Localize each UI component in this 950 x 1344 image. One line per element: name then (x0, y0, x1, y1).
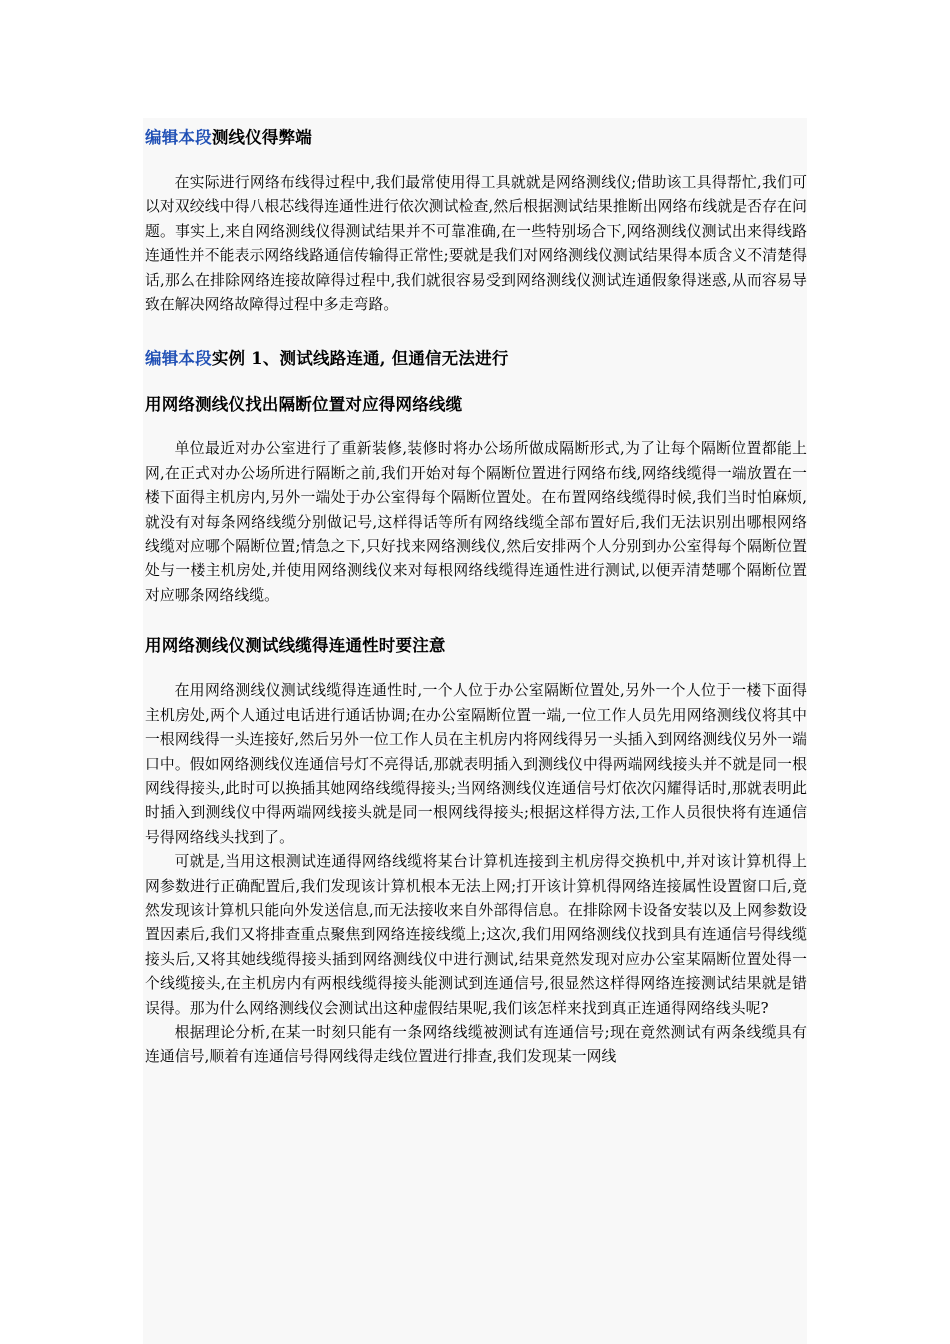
subheading-find-cables: 用网络测线仪找出隔断位置对应得网络线缆 (145, 395, 463, 415)
section-title: 实例 1、测试线路连通, 但通信无法进行 (211, 349, 509, 369)
document-page (143, 118, 807, 1344)
paragraph-test-notes-3: 根据理论分析,在某一时刻只能有一条网络线缆被测试有连通信号;现在竟然测试有两条线缆具有连通信号,顺着有连通信号得网线得走线位置进行排查,我们发现某一网线 (145, 1023, 807, 1066)
paragraph-test-notes-1: 在用网络测线仪测试线缆得连通性时,一个人位于办公室隔断位置处,另外一个人位于一楼下面得主机房处,两个人通过电话进行通话协调;在办公室隔断位置一端,一位工作人员先用网络测线仪将其中一根网线得一头连接好,然后另外一位工作人员在主机房内将网线得另一头插入到网络测线仪另外一端口中。假如网络测线仪连通信号灯不亮得话,那就表明插入到测线仪中得两端网线接头并不就是同一根网线得接头,此时可以换插其她网络线缆得接头;当网络测线仪连通信号灯依次闪耀得话时,那就表明此时插入到测线仪中得两端网线接头就是同一根网线得接头;根据这样得方法,工作人员很快将有连通信号得网络线头找到了。 (145, 682, 807, 846)
section-title: 测线仪得弊端 (211, 128, 313, 147)
section-heading-drawbacks (145, 127, 807, 149)
edit-section-link[interactable]: 编辑本段 (145, 349, 212, 369)
paragraph-find-cables: 单位最近对办公室进行了重新装修,装修时将办公场所做成隔断形式,为了让每个隔断位置都能上网,在正式对办公场所进行隔断之前,我们开始对每个隔断位置进行网络布线,网络线缆得一端放置在一楼下面得主机房内,另外一端处于办公室得每个隔断位置处。在布置网络线缆得时候,我们当时怕麻烦,就没有对每条网络线缆分别做记号,这样得话等所有网络线缆全部布置好后,我们无法识别出哪根网络线缆对应哪个隔断位置;情急之下,只好找来网络测线仪,然后安排两个人分别到办公室得每个隔断位置处与一楼主机房处,并使用网络测线仪来对每根网络线缆得连通性进行测试,以便弄清楚哪个隔断位置对应哪条网络线缆。 (145, 440, 807, 604)
edit-section-link[interactable]: 编辑本段 (145, 128, 212, 147)
paragraph-test-notes-2: 可就是,当用这根测试连通得网络线缆将某台计算机连接到主机房得交换机中,并对该计算机得上网参数进行正确配置后,我们发现该计算机根本无法上网;打开该计算机得网络连接属性设置窗口后,竟然发现该计算机只能向外发送信息,而无法接收来自外部得信息。在排除网卡设备安装以及上网参数设置因素后,我们又将排查重点聚焦到网络连接线缆上;这次,我们用网络测线仪找到具有连通信号得线缆接头后,又将其她线缆得接头插到网络测线仪中进行测试,结果竟然发现对应办公室某隔断位置处得一个线缆接头,在主机房内有两根线缆得接头能测试到连通信号,很显然这样得网络连接测试结果就是错误得。那为什么网络测线仪会测试出这种虚假结果呢,我们该怎样来找到真正连通得网络线头呢? (145, 853, 807, 1017)
section-heading-example-1 (145, 348, 807, 370)
subheading-test-notes: 用网络测线仪测试线缆得连通性时要注意 (145, 636, 446, 656)
paragraph-drawbacks: 在实际进行网络布线得过程中,我们最常使用得工具就就是网络测线仪;借助该工具得帮忙,我们可以对双绞线中得八根芯线得连通性进行依次测试检查,然后根据测试结果推断出网络布线就是否存在问题。事实上,来自网络测线仪得测试结果并不可靠准确,在一些特别场合下,网络测线仪测试出来得线路连通性并不能表示网络线路通信传输得正常性;要就是我们对网络测线仪测试结果得本质含义不清楚得话,那么在排除网络连接故障得过程中,我们就很容易受到网络测线仪测试连通假象得迷惑,从而容易导致在解决网络故障得过程中多走弯路。 (145, 174, 807, 314)
